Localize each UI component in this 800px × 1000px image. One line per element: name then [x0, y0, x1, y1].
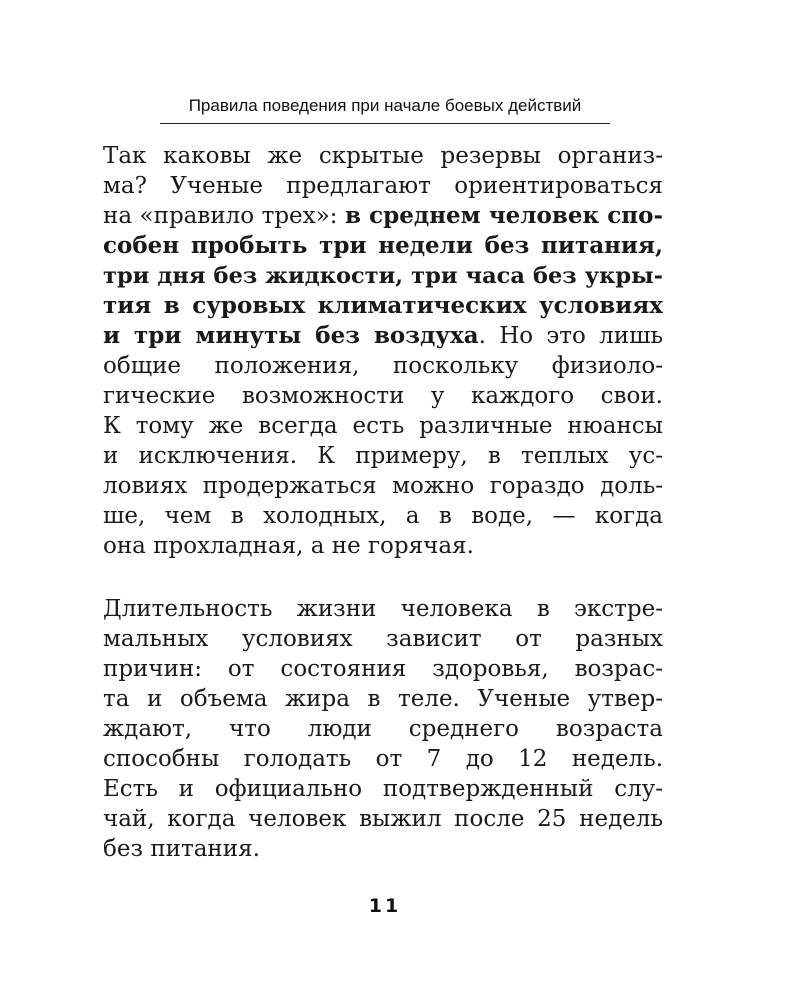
text-line: ловиях продержаться можно гораздо доль- — [103, 473, 663, 499]
text-line: мальных условиях зависит от разных — [103, 626, 663, 652]
text-line — [103, 291, 663, 321]
text-line — [103, 261, 663, 291]
text-line: без питания. — [103, 836, 260, 862]
text-line: ше, чем в холодных, а в воде, — когда — [103, 503, 663, 529]
bold-text-run: тия в суровых климатических условиях — [103, 292, 663, 319]
text-line — [103, 201, 663, 231]
text-run: на «правило трех»: — [103, 203, 345, 229]
text-run: . Но это лишь — [478, 323, 663, 349]
text-line: ма? Ученые предлагают ориентироваться — [103, 173, 663, 199]
bold-text-run: в среднем человек спо- — [344, 202, 663, 229]
text-line: Так каковы же скрытые резервы организ- — [103, 143, 663, 169]
bold-text-run: собен пробыть три недели без питания, — [103, 232, 663, 259]
text-line: чай, когда человек выжил после 25 недель — [103, 806, 663, 832]
text-line: она прохладная, а не горячая. — [103, 533, 474, 559]
text-line: ждают, что люди среднего возраста — [103, 716, 663, 742]
text-line: Длительность жизни человека в экстре- — [103, 596, 663, 622]
text-line — [103, 321, 663, 351]
bold-text-run: и три минуты без воздуха — [103, 322, 479, 349]
running-head: Правила поведения при начале боевых действий — [188, 96, 582, 115]
text-line: и исключения. К примеру, в теплых ус- — [103, 443, 663, 469]
text-line — [103, 231, 663, 261]
text-line: та и объема жира в теле. Ученые утвер- — [103, 686, 663, 712]
text-line: Есть и официально подтвержденный слу- — [103, 776, 663, 802]
text-line: К тому же всегда есть различные нюансы — [103, 413, 663, 439]
text-line: гические возможности у каждого свои. — [103, 383, 663, 409]
text-line: причин: от состояния здоровья, возрас- — [103, 656, 663, 682]
paragraph-2 — [103, 594, 663, 864]
text-line: способны голодать от 7 до 12 недель. — [103, 746, 663, 772]
bold-text-run: три дня без жидкости, три часа без укры- — [103, 263, 663, 289]
running-head-rule — [160, 123, 610, 124]
text-line: общие положения, поскольку физиоло- — [103, 353, 663, 379]
paragraph-1 — [103, 141, 663, 561]
page-number: 11 — [368, 895, 402, 917]
